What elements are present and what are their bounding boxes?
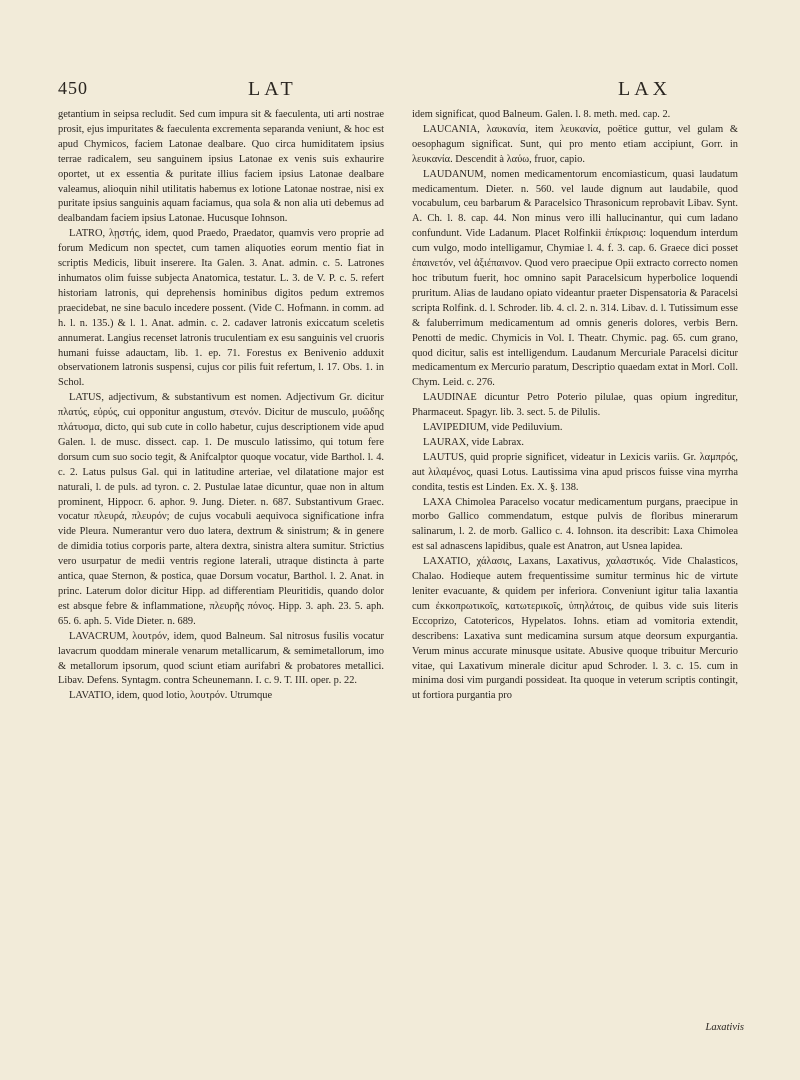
page-number: 450 — [58, 78, 88, 98]
entry-lavipedium: LAVIPEDIUM, vide Pediluvium. — [423, 422, 563, 434]
entry-laurax: LAURAX, vide Labrax. — [423, 436, 524, 448]
entry-latro: LATRO, λῃστής, idem, quod Praedo, Praedator, quamvis vero proprie ad forum Medicum non spectet, cum tamen aliquoties eorum mentio fiat in scriptis Medicis, libuit inserere. Ita Galen. 3. Anat. admin. c. 5. Latrones inhumatos olim fuisse subjecta Anatomica, testatur. L. 3. de V. P. c. 5. refert historiam latronis, qui deprehensis hominibus digitos pedum extremos praecidebat, ne sine baculo incedere possent. (Vide C. Hofmann. in comm. ad h. l. n. 135.) & l. 1. Anat. admin. c. 2. cadaver latronis exiccatum sceletis annumerat. Langius recenset latronis truculentiam ex esu sanguinis vel cruoris humani fuisse adauctam, lib. 1. ep. 71. Forestus ex Benivenio adduxit observationem latronis suspensi, cujus cor pilis fuit refertum, l. 17. Obs. 1. in Schol. — [58, 228, 384, 389]
entry-laudinae: LAUDINAE dicuntur Petro Poterio pilulae, quas opium ingreditur, Pharmaceut. Spagyr. lib. 3. sect. 5. de Pilulis. — [412, 392, 738, 419]
left-column — [58, 108, 384, 704]
entry-lavatio: LAVATIO, idem, quod lotio, λουτρόν. Utrumque — [69, 690, 273, 702]
running-head-left: LAT — [248, 78, 297, 100]
page-header — [58, 78, 744, 102]
entry-lautus: LAUTUS, quid proprie significet, videatur in Lexicis variis. Gr. λαμπρός, aut λιλαμένος, quasi Lotus. Lautissima vina apud priscos fuisse vina myrrha condita, testis est Linden. Ex. X. §. 138. — [412, 451, 738, 493]
entry-laxa: LAXA Chimolea Paracelso vocatur medicamentum purgans, praecipue in morbo Gallico commendatum, estque pulvis de floribus minerarum salinarum, l. 2. de morb. Gallico c. 4. Iohnson. ita describit: Laxa Chimolea est sal adnascens lapidibus, quale est Anatron, aut Usnea lapidea. — [412, 496, 738, 553]
catchword: Laxativis — [705, 1022, 744, 1033]
entry-lavacrum: LAVACRUM, λουτρόν, idem, quod Balneum. Sal nitrosus fusilis vocatur lavacrum quoddam minerale venarum metallicarum, & semimetallorum, imo & metallorum ipsorum, quod sciunt etiam aurifabri & probatores metallici. Libav. Defens. Syntagm. contra Scheunemann. I. c. 9. T. III. oper. p. 22. — [58, 630, 384, 687]
entry-laudanum: LAUDANUM, nomen medicamentorum encomiasticum, quasi laudatum medicamentum. Dieter. n. 560. vel laude dignum aut laudabile, quod vocabulum, ceu barbarum & Paracelsico Thrasonicum reprobavit Libav. Synt. A. Ch. l. 8. cap. 44. Non minus vero illi hallucinantur, qui cum ladano confundunt. Vide Ladanum. Placet Rolfinkii ἐπίκρισις: loquendum interdum cum vulgo, modo intelligamur, Chymiae l. 4. f. 3. cap. 6. Graece dici posset ἐπαινετόν, vel ἀξιέπαινον. Quod vero praecipue Opii extracto correcto nomen hoc tributum fuerit, hoc omnino sapit Paracelsicum hyperbolice loquendi pruritum. Alias de laudano opiato videantur praeter Dispensatoria & Paracelsi scripta Rolfink. d. l. Schroder. lib. 4. cl. 2. n. 314. Libav. d. l. Tutissimum esse & faluberrimum medicamentum ad omnis generis dolores, verbis Bern. Penotti de medic. Chymicis in Vol. I. Theatr. Chymic. pag. 65. cum grano, quod dicitur, salis est intelligendum. Laudanum Mercuriale Paracelsi dicitur medicamentum ex Mercurio paratum, Descriptio quaedam extat in Morl. Coll. Chym. Leid. c. 276. — [412, 168, 738, 389]
right-column — [412, 108, 738, 704]
entry-latus: LATUS, adjectivum, & substantivum est nomen. Adjectivum Gr. dicitur πλατύς, εὐρύς, cui opponitur angustum, στενόν. Dicitur de musculo, μυῶδης πλάτυσμα, dicto, qui sub cute in collo habetur, cujus descriptionem vide apud Galen. l. de musc. dissect. cap. 1. De musculo latissimo, qui totum fere dorsum cum suo socio tegit, & Anifcalptor quoque vocatur, vide Barthol. l. 4. c. 2. Latus pulsus Gal. qui in latitudine arteriae, vel dilatatione major est naturali, l. de puls. ad tyron. c. 2. Pustulae latae dicuntur, quae non in altum prominent, Hippocr. 6. aphor. 9. Jung. Dieter. n. 687. Substantivum Graec. vocatur πλευρά, πλευρόν; de cujus vocabuli aequivoca significatione infra vide Pleura. Numerantur vero duo latera, dextrum & sinistrum; & in genere de dimidia totius corporis parte, altera dextra, sinistra altera sumitur. Strictius vero usurpatur de medii ventris regione laterali, utraque distincta à parte antica, quae Sternon, & postica, quae Dorsum vocatur, Barthol. l. 2. Anat. in princ. Laterum dolor dicitur Hipp. ad differentiam Pleuritidis, quando dolor est absque febre & inflammatione, πλευρῆς πόνος. Hipp. 3. aph. 23. 5. aph. 65. 6. aph. 5. Vide Dieter. n. 689. — [58, 392, 384, 627]
entry-laucania: LAUCANIA, λαυκανία, item λευκανία, poëtice guttur, vel gulam & oesophagum significat. Sunt, qui pro mento etiam accipiunt, Gorr. in λευκανία. Descendit à λαύω, fruor, capio. — [412, 123, 738, 165]
paragraph-continuation: getantium in seipsa recludit. Sed cum impura sit & faeculenta, uti arti nostrae prosit, ejus impuritates & faeculenta excrementa separanda veniunt, & hoc est apud Chymicos, faciem Latonae dealbare. Quo circa humiditatem ipsius terrae radicalem, seu sanguinem ipsius Latonae ex venis suis exhaurire oportet, ut ex essentia & puritate illius faciem ipsius Latonae dealbare valeamus, alioquin nihil utilitatis habemus ex lotione Latonae nostrae, nisi ex puritate ipsius sanguinis aquam faciamus, qua sola & non alia uti debemus ad dealbandam faciem ipsius Latonae. Hucusque Iohnson. — [58, 109, 384, 225]
running-head-right: LAX — [618, 78, 672, 100]
entry-laxatio: LAXATIO, χάλασις, Laxans, Laxativus, χαλαστικός. Vide Chalasticos, Chalao. Hodieque autem frequentissime sumitur terminus hic de virtute leniter evacuante, & quidem per inferiora. Conveniunt igitur talia laxantia cum ἐκκοπρωτικοῖς, κατωτερικοῖς, ὑπηλάτοις, de quibus vide suis literis Eccoprizo, Catotericos, Hypelatos. Iohns. etiam ad vomitoria extendit, describens: Laxativa sunt medicamina sursum atque deorsum expurgantia. Verum minus accurate minusque usitate. Abusive quoque tribuitur Mercurio vitae, qui Laxativum minerale dicitur apud Schroder. l. 3. c. 15. cum in minima dosi vim purgandi possideat. Ita quoque in veterum scriptis contingit, ut fortiora purgantia pro — [412, 556, 738, 702]
paragraph-continuation-right: idem significat, quod Balneum. Galen. l. 8. meth. med. cap. 2. — [412, 109, 671, 120]
